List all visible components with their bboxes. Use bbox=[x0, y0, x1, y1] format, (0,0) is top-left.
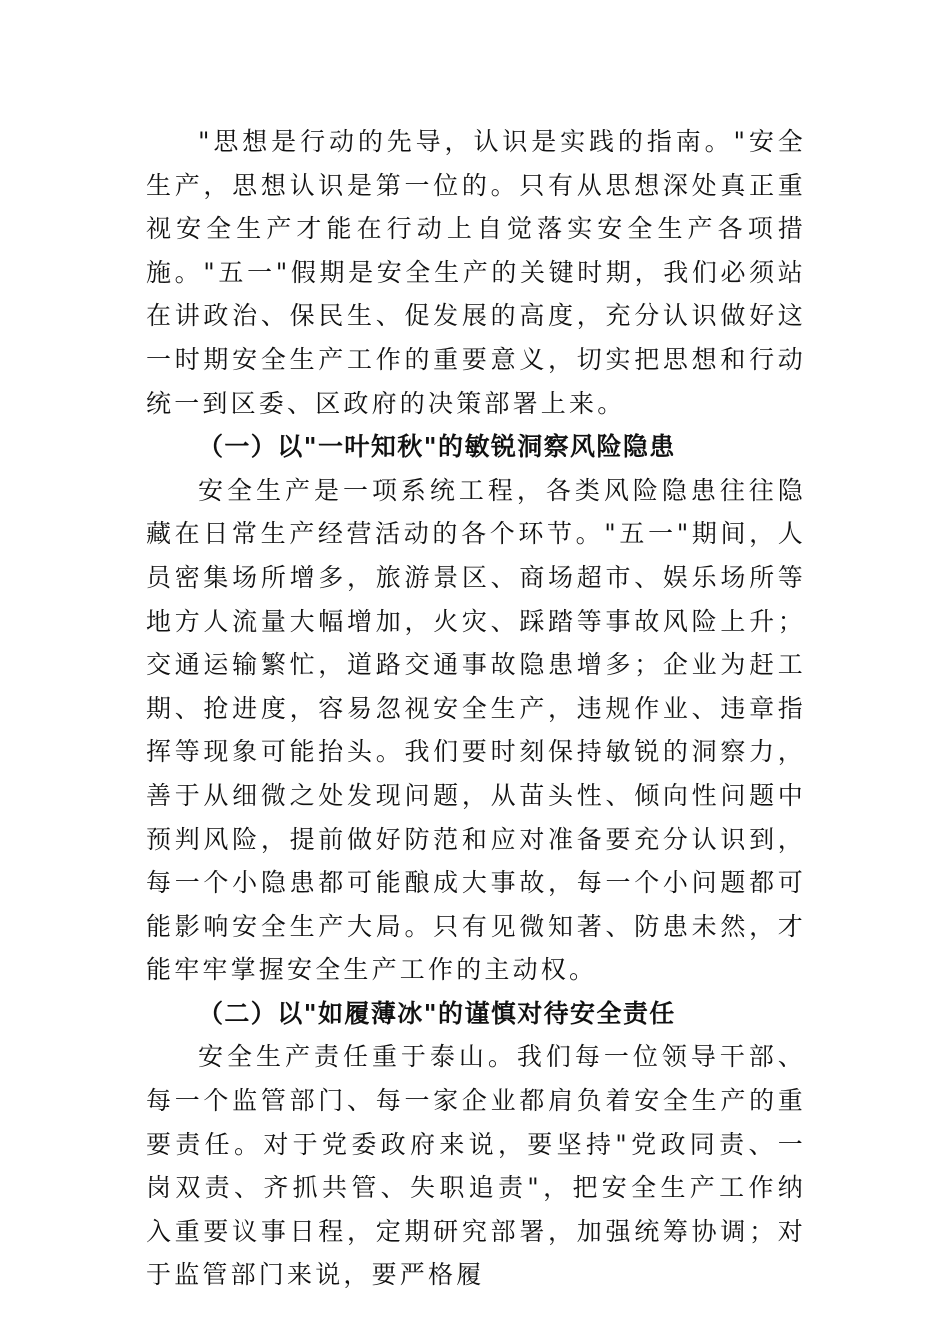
body-paragraph-1: "思想是行动的先导，认识是实践的指南。"安全生产，思想认识是第一位的。只有从思想深处真正重视安全生产才能在行动上自觉落实安全生产各项措施。"五一"假期是安全生产的关键时期，我们必须站在讲政治、保民生、促发展的高度，充分认识做好这一时期安全生产工作的重要意义，切实把思想和行动统一到区委、区政府的决策部署上来。 bbox=[146, 127, 806, 418]
body-paragraph-2: 安全生产是一项系统工程，各类风险隐患往往隐藏在日常生产经营活动的各个环节。"五一"期间，人员密集场所增多，旅游景区、商场超市、娱乐场所等地方人流量大幅增加，火灾、踩踏等事故风险上升；交通运输繁忙，道路交通事故隐患增多；企业为赶工期、抢进度，容易忽视安全生产，违规作业、违章指挥等现象可能抬头。我们要时刻保持敏锐的洞察力，善于从细微之处发现问题，从苗头性、倾向性问题中预判风险，提前做好防范和应对准备要充分认识到，每一个小隐患都可能酿成大事故，每一个小问题都可能影响安全生产大局。只有见微知著、防患未然，才能牢牢掌握安全生产工作的主动权。 bbox=[146, 475, 806, 985]
section-heading-1: （一）以"一叶知秋"的敏锐洞察风险隐患 bbox=[198, 432, 676, 462]
document-page bbox=[146, 120, 806, 1297]
section-heading-2: （二）以"如履薄冰"的谨慎对待安全责任 bbox=[198, 998, 676, 1028]
body-paragraph-3: 安全生产责任重于泰山。我们每一位领导干部、每一个监管部门、每一家企业都肩负着安全生产的重要责任。对于党委政府来说，要坚持"党政同责、一岗双责、齐抓共管、失职追责"，把安全生产工作纳入重要议事日程，定期研究部署，加强统筹协调；对于监管部门来说，要严格履 bbox=[146, 1042, 806, 1290]
